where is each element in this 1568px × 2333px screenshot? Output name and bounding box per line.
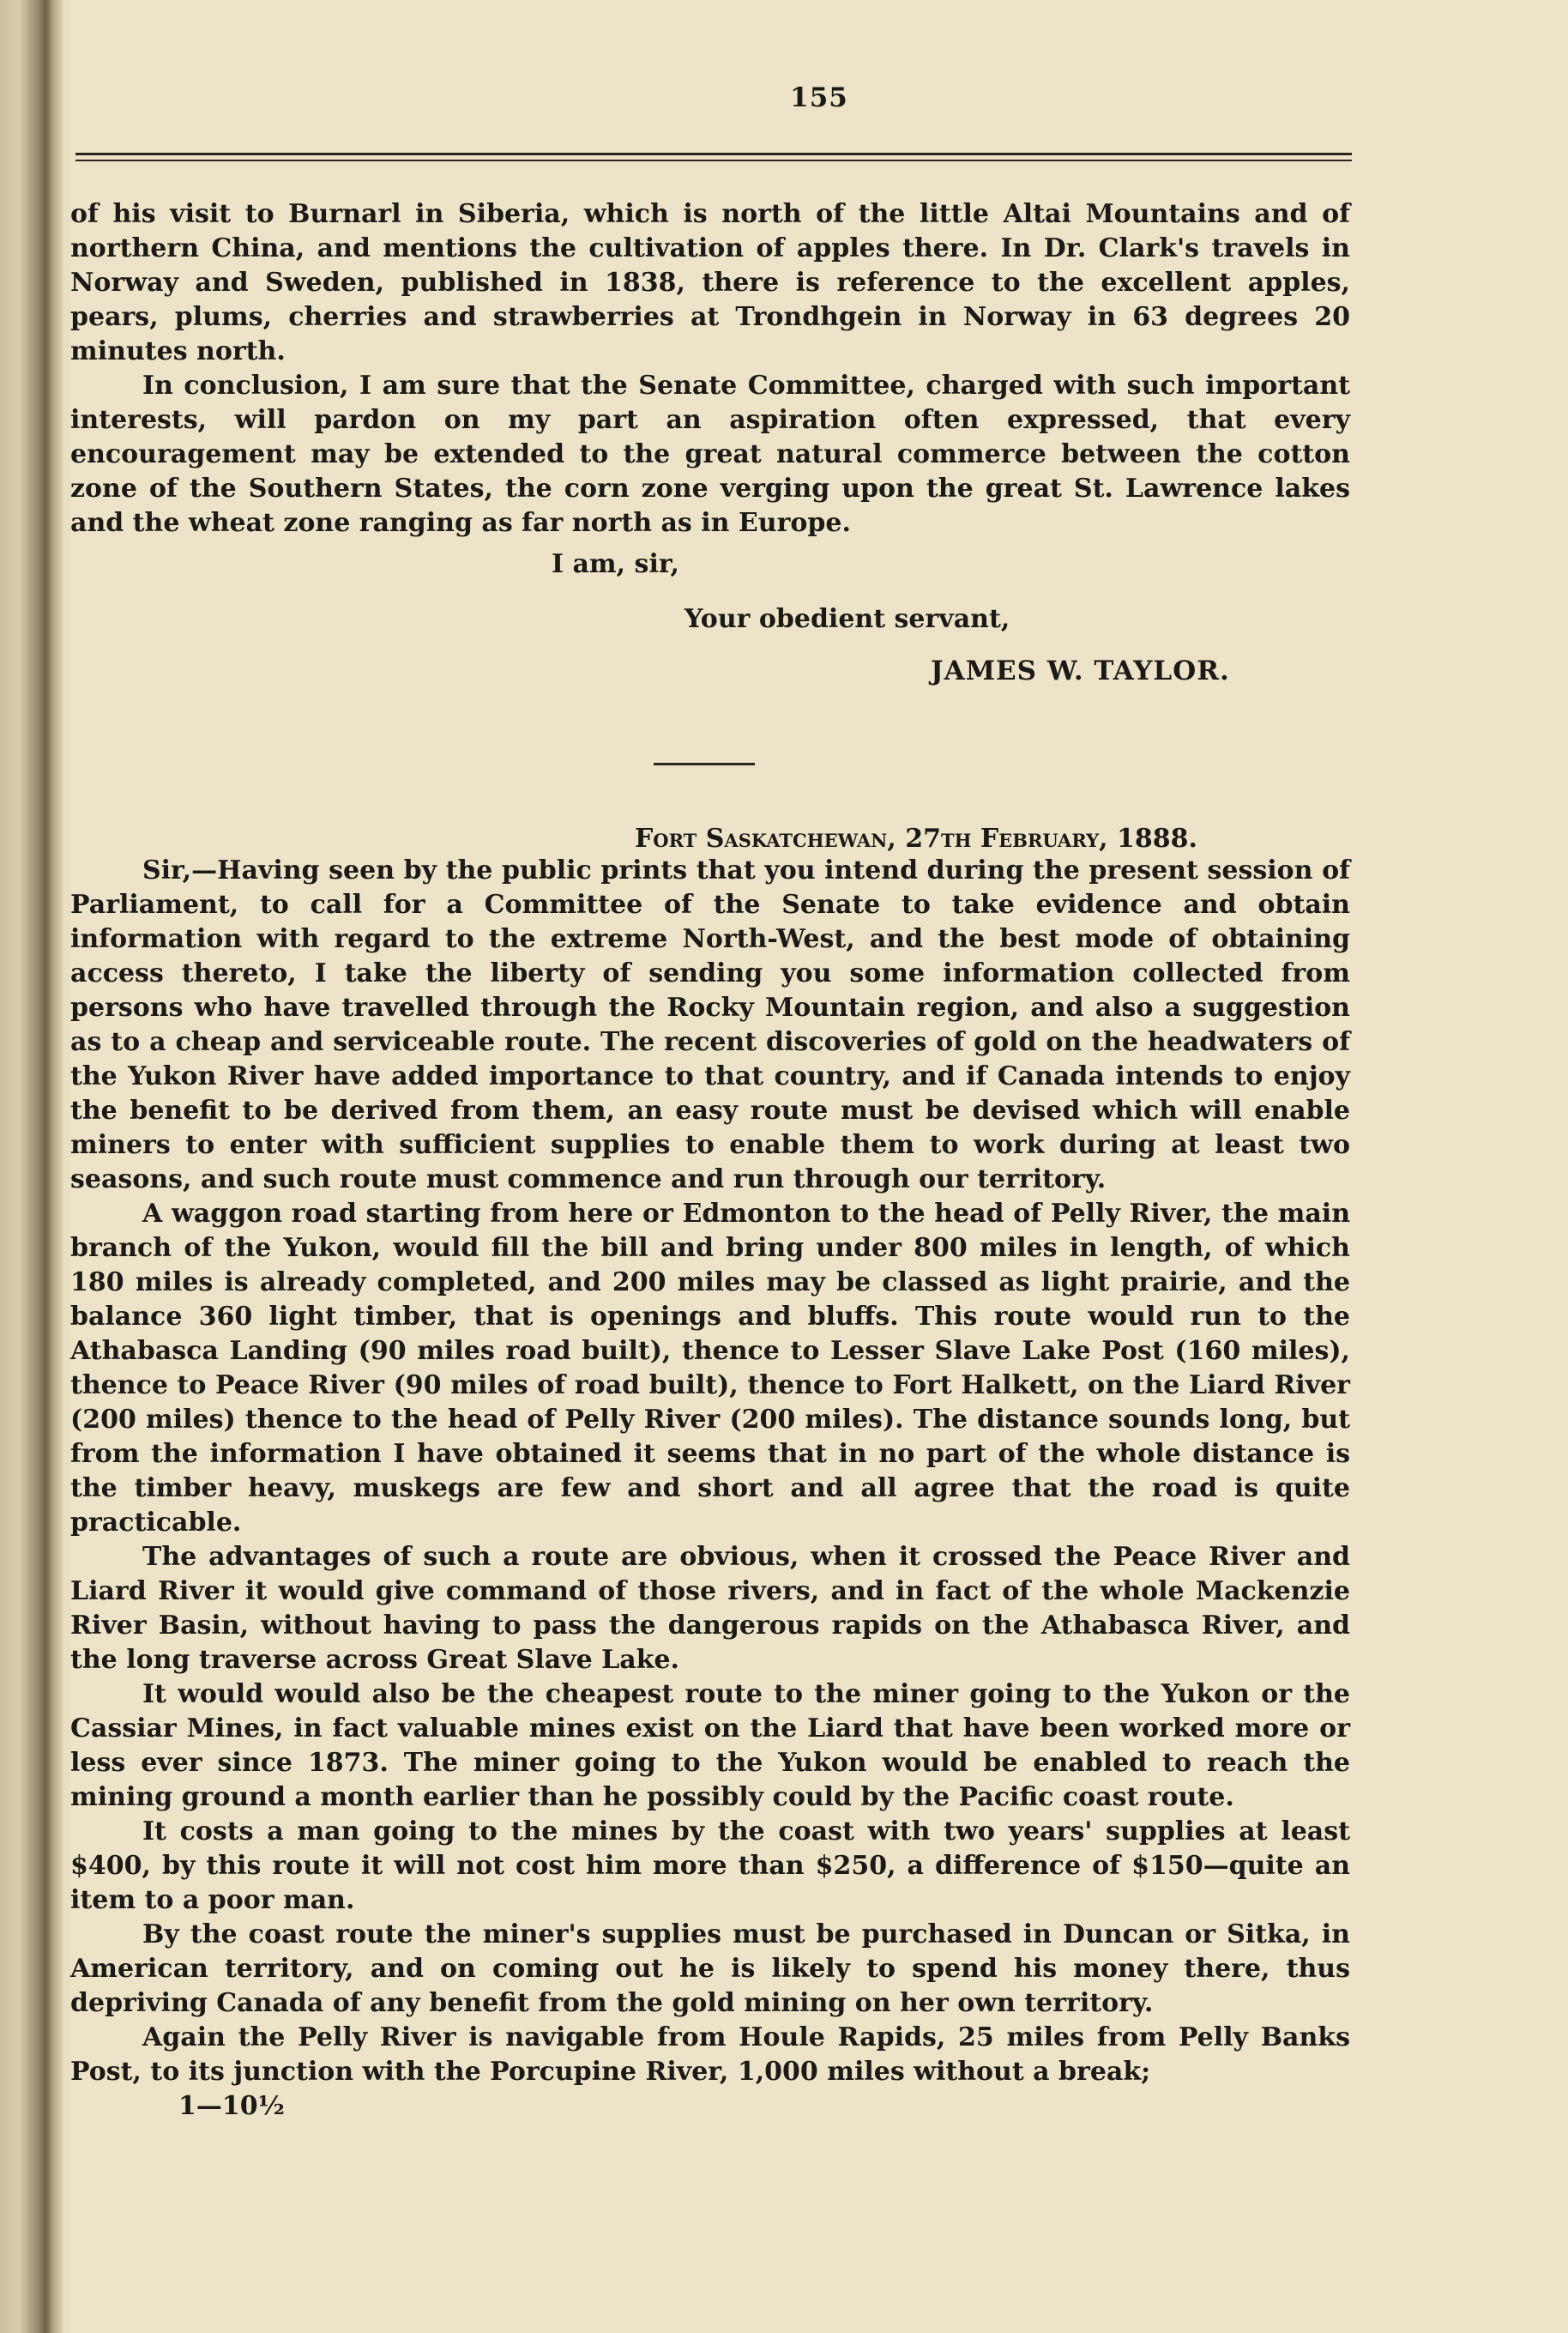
letter-signature: JAMES W. TAYLOR. (931, 656, 1230, 686)
paragraph-pelly-river: Again the Pelly River is navigable from Houle Rapids, 25 miles from Pelly Banks Post, to its junction with the Porcupine River, 1,000 miles without a break; (70, 2022, 1350, 2087)
paragraph-opening: Sir,—Having seen by the public prints that you intend during the present session of Parliament, to call for a Committee of the Senate to take evidence and obtain information with regard to the extreme North-West, and the best mode of obtaining access thereto, I take the liberty of sending you some information collected from persons who have travelled through the Rocky Mountain region, and also a suggestion as to a cheap and serviceable route. The recent discoveries of gold on the headwaters of the Yukon River have added importance to that country, and if Canada intends to enjoy the benefit to be derived from them, an easy route must be devised which will enable miners to enter with sufficient supplies to enable them to work during at least two seasons, and such route must commence and run through our territory. (70, 855, 1350, 1194)
paragraph-conclusion: In conclusion, I am sure that the Senate Committee, charged with such important interests, will pardon on my part an aspiration often expressed, that every encouragement may be extended to the great natural commerce between the cotton zone of the Southern States, the corn zone verging upon the great St. Lawrence lakes and the wheat zone ranging as far north as in Europe. (70, 371, 1350, 538)
section-divider (654, 763, 755, 765)
paragraph-costs: It costs a man going to the mines by the coast with two years' supplies at least $400, by this route it will not cost him more than $250, a difference of $150—quite an item to a poor man. (70, 1816, 1350, 1915)
page-number: 155 (790, 82, 848, 113)
dateline-text: Fort Saskatchewan, 27th February, 1888. (635, 824, 1197, 854)
paragraph-coast-route: By the coast route the miner's supplies must be purchased in Duncan or Sitka, in American territory, and on coming out he is likely to spend his money there, thus depriving Canada of any benefit from the gold mining on her own territory. (70, 1919, 1350, 2018)
header-rule-thick (75, 153, 1352, 155)
paragraph-advantages: The advantages of such a route are obvious, when it crossed the Peace River and Liard River it would give command of those rivers, and in fact of the whole Mackenzie River Basin, without having to pass the dangerous rapids on the Athabasca River, and the long traverse across Great Slave Lake. (70, 1542, 1350, 1675)
book-binding-edge (0, 0, 63, 2333)
paragraph-continued: of his visit to Burnarl in Siberia, which is north of the little Altai Mountains and of northern China, and mentions the cultivation of apples there. In Dr. Clark's travels in Norway and Sweden, published in 1838, there is reference to the excellent apples, pears, plums, cherries and strawberries at Trondhgein in Norway in 63 degrees 20 minutes north. (70, 199, 1350, 366)
page-header (70, 82, 1568, 113)
printer-signature-mark: 1—10½ (178, 2091, 285, 2121)
letter-dateline (635, 824, 1350, 854)
page-body (70, 197, 1350, 2124)
letter-sign-off: Your obedient servant, (684, 604, 1010, 634)
book-page (70, 0, 1568, 2333)
header-rule-thin (75, 160, 1352, 161)
paragraph-cheapest-route: It would would also be the cheapest route to the miner going to the Yukon or the Cassiar Mines, in fact valuable mines exist on the Liard that have been worked more or less ever since 1873. The miner going to the Yukon would be enabled to reach the mining ground a month earlier than he possibly could by the Pacific coast route. (70, 1679, 1350, 1812)
letter-salutation: I am, sir, (552, 549, 679, 579)
paragraph-waggon-road: A waggon road starting from here or Edmonton to the head of Pelly River, the main branch of the Yukon, would fill the bill and bring under 800 miles in length, of which 180 miles is already completed, and 200 miles may be classed as light prairie, and the balance 360 light timber, that is openings and bluffs. This route would run to the Athabasca Landing (90 miles road built), thence to Lesser Slave Lake Post (160 miles), thence to Peace River (90 miles of road built), thence to Fort Halkett, on the Liard River (200 miles) thence to the head of Pelly River (200 miles). The distance sounds long, but from the information I have obtained it seems that in no part of the whole distance is the timber heavy, muskegs are few and short and all agree that the road is quite practicable. (70, 1199, 1350, 1538)
